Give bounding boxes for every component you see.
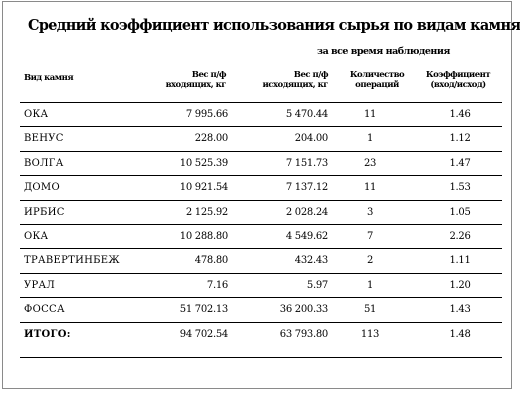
cell-coefficient: 2.26	[449, 230, 471, 242]
table-row	[20, 248, 502, 272]
document-title: Средний коэффициент использования сырья по видам камня	[28, 17, 520, 34]
cell-input-weight: 478.80	[194, 255, 228, 267]
cell-output-weight: 5.97	[306, 279, 328, 291]
cell-input-weight: 10 288.80	[179, 230, 228, 242]
cell-operations-count: 7	[366, 230, 374, 242]
cell-operations-count: 11	[363, 182, 377, 194]
cell-operations-count: 23	[363, 157, 377, 169]
cell-output-weight: 5 470.44	[285, 109, 328, 120]
cell-output-weight: 7 137.12	[285, 182, 328, 194]
table-header	[22, 70, 498, 100]
cell-input-weight: 10 921.54	[179, 182, 228, 194]
total-label: ИТОГО:	[24, 328, 71, 340]
cell-stone-type: ВОЛГА	[24, 157, 64, 169]
cell-output-weight: 4 549.62	[285, 230, 328, 242]
cell-coefficient: 1.11	[449, 255, 471, 267]
cell-input-weight: 7 995.66	[185, 109, 228, 120]
data-table	[20, 102, 502, 346]
table-row	[20, 102, 502, 126]
cell-input-weight: 51 702.13	[179, 304, 228, 316]
cell-output-weight: 7 151.73	[285, 157, 328, 169]
cell-coefficient: 1.20	[449, 279, 471, 291]
cell-stone-type: ВЕНУС	[24, 133, 64, 145]
cell-operations-count: 1	[366, 279, 374, 291]
cell-coefficient: 1.43	[449, 304, 471, 316]
cell-coefficient: 1.53	[449, 182, 471, 194]
cell-output-weight: 2 028.24	[285, 206, 328, 218]
cell-output-weight: 36 200.33	[279, 304, 328, 316]
total-operations-count: 113	[360, 328, 380, 340]
cell-operations-count: 2	[366, 255, 374, 267]
header-coefficient: Коэффициент (вход/исход)	[425, 70, 491, 90]
cell-input-weight: 2 125.92	[185, 206, 228, 218]
header-input-weight: Вес п/ф входящих, кг	[165, 70, 226, 90]
cell-coefficient: 1.47	[449, 157, 471, 169]
cell-coefficient: 1.46	[449, 109, 471, 120]
header-stone-type: Вид камня	[24, 73, 74, 83]
cell-stone-type: ТРАВЕРТИНБЕЖ	[24, 255, 120, 267]
cell-stone-type: ОКА	[24, 109, 49, 120]
total-output-weight: 63 793.80	[279, 328, 328, 340]
cell-stone-type: ИРБИС	[24, 206, 65, 218]
cell-stone-type: ФОССА	[24, 304, 65, 316]
total-coefficient: 1.48	[449, 328, 471, 340]
cell-output-weight: 432.43	[294, 255, 328, 267]
cell-input-weight: 10 525.39	[179, 157, 228, 169]
table-row	[20, 297, 502, 321]
cell-operations-count: 3	[366, 206, 374, 218]
cell-coefficient: 1.05	[449, 206, 471, 218]
cell-input-weight: 228.00	[194, 133, 228, 145]
table-row	[20, 175, 502, 199]
table-bottom-rule	[20, 357, 502, 358]
table-row	[20, 200, 502, 224]
cell-operations-count: 11	[363, 109, 377, 120]
document-subtitle: за все время наблюдения	[317, 46, 450, 57]
table-row	[20, 151, 502, 175]
cell-stone-type: ОКА	[24, 230, 49, 242]
cell-output-weight: 204.00	[294, 133, 328, 145]
table-row	[20, 126, 502, 150]
cell-stone-type: УРАЛ	[24, 279, 56, 291]
header-operations-count: Количество операций	[349, 70, 405, 90]
cell-coefficient: 1.12	[449, 133, 471, 145]
cell-operations-count: 51	[363, 304, 377, 316]
cell-operations-count: 1	[366, 133, 374, 145]
total-input-weight: 94 702.54	[179, 328, 228, 340]
cell-stone-type: ДОМО	[24, 182, 60, 194]
header-output-weight: Вес п/ф исходящих, кг	[262, 70, 328, 90]
table-row	[20, 273, 502, 297]
total-row	[20, 322, 502, 346]
cell-input-weight: 7.16	[206, 279, 228, 291]
table-row	[20, 224, 502, 248]
